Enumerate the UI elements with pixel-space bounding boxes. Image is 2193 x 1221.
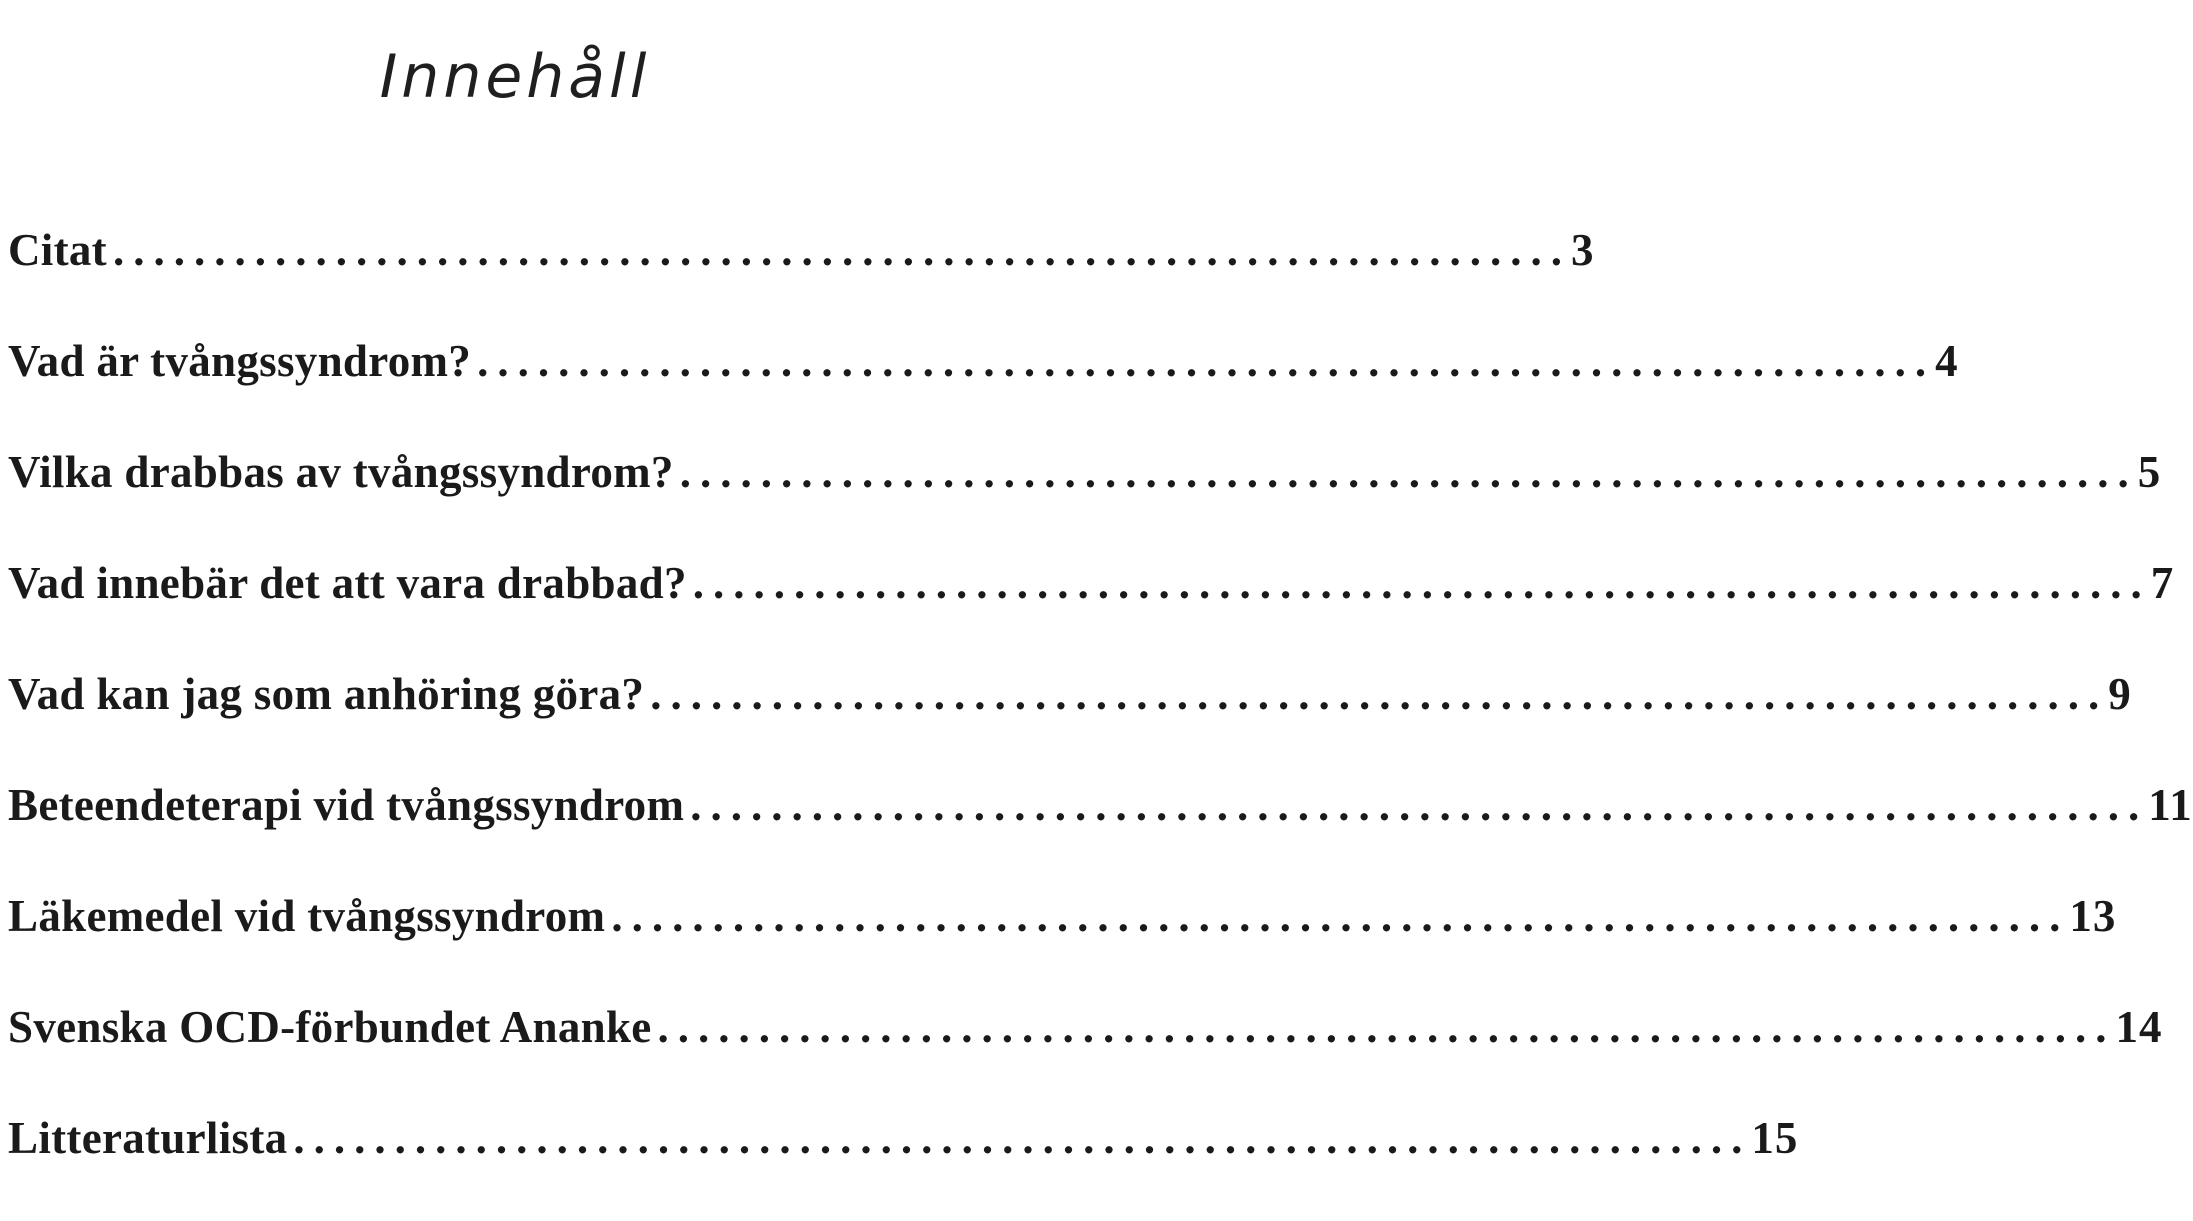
toc-entry-vad-ar-tvangssyndrom[interactable] <box>8 333 1959 444</box>
toc-entry-label: Citat <box>8 225 107 275</box>
toc-dot-leader: ........................................................................ <box>690 780 2149 830</box>
table-of-contents <box>8 222 2193 1221</box>
toc-entry-vad-innebar[interactable] <box>8 555 2175 666</box>
toc-page-number: 7 <box>2150 558 2175 608</box>
toc-dot-leader: ........................................................................ <box>293 1113 1752 1163</box>
toc-entry-label: Läkemedel vid tvångssyndrom <box>8 891 606 941</box>
toc-entry-anhoring[interactable] <box>8 666 2132 777</box>
toc-entry-label: Litteraturlista <box>8 1113 288 1163</box>
toc-page-number: 5 <box>2137 447 2162 497</box>
toc-entry-label: Beteendeterapi vid tvångssyndrom <box>8 780 685 830</box>
toc-page-number: 13 <box>2069 891 2117 941</box>
toc-entry-label: Vilka drabbas av tvångssyndrom? <box>8 447 674 497</box>
toc-page-number: 4 <box>1935 336 1959 386</box>
toc-page-number: 11 <box>2148 780 2193 830</box>
toc-entry-citat[interactable] <box>8 222 1595 333</box>
toc-dot-leader: ........................................................................ <box>679 447 2138 497</box>
toc-entry-label: Svenska OCD-förbundet Ananke <box>8 1002 652 1052</box>
toc-dot-leader: ........................................................................ <box>477 336 1936 386</box>
toc-dot-leader: ........................................................................ <box>657 1002 2116 1052</box>
toc-entry-label: Vad innebär det att vara drabbad? <box>8 558 687 608</box>
toc-entry-ocd-forbundet[interactable] <box>8 999 2163 1110</box>
toc-dot-leader: ........................................................................ <box>692 558 2151 608</box>
toc-entry-beteendeterapi[interactable] <box>8 777 2193 888</box>
toc-entry-label: Vad kan jag som anhöring göra? <box>8 669 645 719</box>
toc-dot-leader: ........................................................................ <box>112 225 1571 275</box>
toc-entry-litteraturlista[interactable] <box>8 1110 1799 1221</box>
toc-entry-lakemedel[interactable] <box>8 888 2117 999</box>
toc-page-number: 14 <box>2115 1002 2163 1052</box>
toc-page-number: 3 <box>1570 225 1595 275</box>
toc-entry-vilka-drabbas[interactable] <box>8 444 2162 555</box>
toc-page-number: 9 <box>2108 669 2132 719</box>
toc-dot-leader: ........................................................................ <box>611 891 2070 941</box>
page-title: Innehåll <box>379 42 651 113</box>
toc-page-number: 15 <box>1751 1113 1799 1163</box>
toc-dot-leader: ........................................................................ <box>650 669 2109 719</box>
toc-entry-label: Vad är tvångssyndrom? <box>8 336 472 386</box>
